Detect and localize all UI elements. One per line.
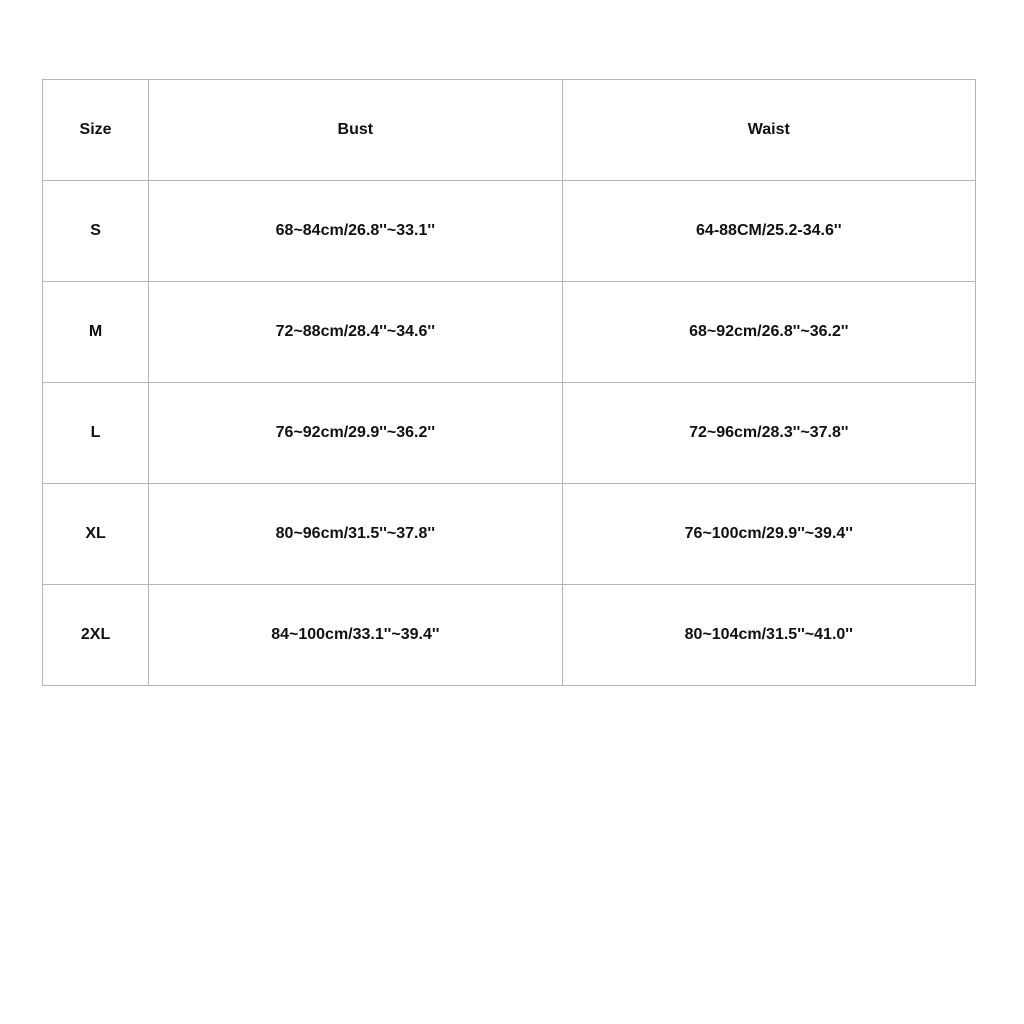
table-row [43, 181, 976, 282]
bust-cell: 76~92cm/29.9''~36.2'' [149, 383, 562, 484]
size-cell: M [43, 282, 149, 383]
bust-cell: 68~84cm/26.8''~33.1'' [149, 181, 562, 282]
waist-cell: 76~100cm/29.9''~39.4'' [562, 484, 975, 585]
size-cell: 2XL [43, 585, 149, 686]
waist-cell: 72~96cm/28.3''~37.8'' [562, 383, 975, 484]
table-row [43, 282, 976, 383]
header-size: Size [43, 80, 149, 181]
waist-cell: 80~104cm/31.5''~41.0'' [562, 585, 975, 686]
size-cell: S [43, 181, 149, 282]
waist-cell: 64-88CM/25.2-34.6'' [562, 181, 975, 282]
header-bust: Bust [149, 80, 562, 181]
table-row [43, 585, 976, 686]
bust-cell: 80~96cm/31.5''~37.8'' [149, 484, 562, 585]
bust-cell: 72~88cm/28.4''~34.6'' [149, 282, 562, 383]
table-row [43, 383, 976, 484]
size-cell: L [43, 383, 149, 484]
table-row [43, 484, 976, 585]
size-chart-table [42, 79, 976, 686]
header-waist: Waist [562, 80, 975, 181]
bust-cell: 84~100cm/33.1''~39.4'' [149, 585, 562, 686]
waist-cell: 68~92cm/26.8''~36.2'' [562, 282, 975, 383]
size-cell: XL [43, 484, 149, 585]
header-row [43, 80, 976, 181]
